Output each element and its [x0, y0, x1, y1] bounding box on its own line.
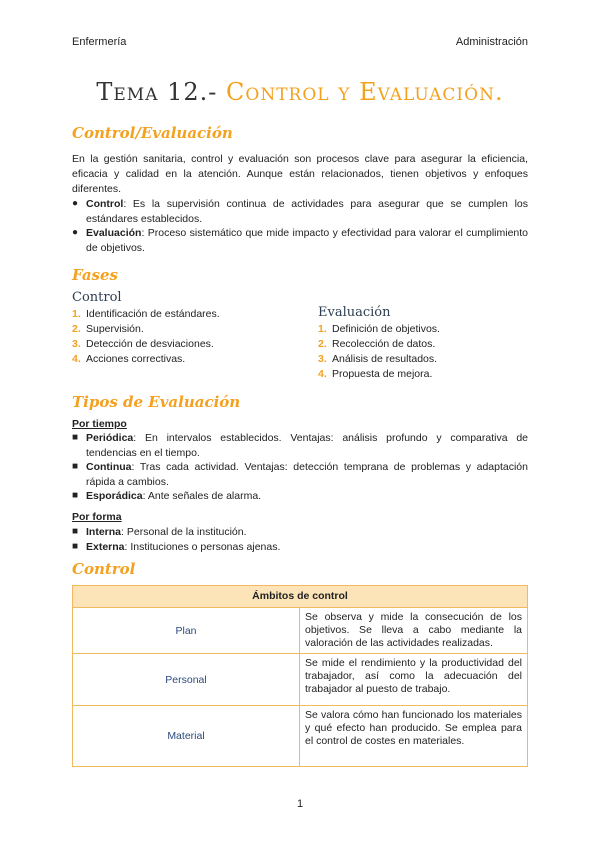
list-item: ■ Externa: Instituciones o personas ajenas. — [72, 540, 281, 553]
label-por-forma: Por forma — [72, 511, 122, 523]
row-desc: Se mide el rendimiento y la productividad del trabajador, así como la adecuación del trabajador al puesto de trabajo. — [305, 657, 522, 695]
table-header: Ámbitos de control — [73, 586, 527, 608]
por-forma-list — [72, 525, 528, 554]
list-item: 2. Supervisión. — [72, 323, 144, 335]
list-item: ■ Esporádica: Ante señales de alarma. — [72, 490, 262, 502]
list-item: ■ Periódica: En intervalos establecidos. Ventajas: análisis profundo y comparativa de tendencias en el tiempo. — [72, 432, 528, 459]
bullet-dot-icon: ● — [72, 198, 79, 209]
list-item: 4. Propuesta de mejora. — [318, 368, 433, 380]
label-por-tiempo: Por tiempo — [72, 418, 127, 430]
square-bullet-icon: ■ — [72, 461, 79, 472]
list-item: ■ Interna: Personal de la institución. — [72, 526, 247, 538]
evaluacion-phases-list — [318, 322, 440, 382]
heading-control-table: Control — [72, 560, 136, 578]
list-item: 1. Definición de objetivos. — [318, 323, 440, 335]
term: Evaluación — [86, 227, 142, 239]
square-bullet-icon: ■ — [72, 490, 79, 501]
header-left: Enfermería — [72, 36, 127, 48]
definition: : Es la supervisión continua de actividades para asegurar que se cumplen los estándares establecidos. — [86, 198, 528, 225]
list-item — [72, 226, 528, 255]
table-row — [73, 608, 527, 654]
por-tiempo-list — [72, 431, 528, 504]
list-item: 2. Recolección de datos. — [318, 338, 436, 350]
subheading-control: Control — [72, 290, 122, 305]
subheading-evaluacion: Evaluación — [318, 305, 391, 320]
bullet-dot-icon: ● — [72, 227, 79, 238]
row-name: Personal — [73, 654, 300, 705]
term: Control — [86, 198, 124, 210]
heading-tipos-evaluacion: Tipos de Evaluación — [72, 393, 241, 411]
control-phases-list — [72, 307, 220, 367]
square-bullet-icon: ■ — [72, 540, 79, 552]
heading-fases: Fases — [72, 266, 118, 284]
square-bullet-icon: ■ — [72, 526, 79, 537]
header-right: Administración — [455, 36, 528, 48]
square-bullet-icon: ■ — [72, 432, 79, 443]
row-name: Plan — [73, 608, 300, 653]
page-number: 1 — [296, 798, 304, 810]
title-part2: Control y Evaluación. — [226, 78, 504, 106]
row-desc: Se observa y mide la consecución de los objetivos. Se lleva a cabo mediante la valoración de las actividades realizadas. — [305, 611, 522, 649]
title-part1: Tema 12.- — [96, 78, 218, 106]
list-item: 4. Acciones correctivas. — [72, 353, 186, 365]
list-item: 3. Análisis de resultados. — [318, 353, 438, 365]
row-desc: Se valora cómo han funcionado los materiales y qué efecto han producido. Se emplea para el control de costes en materiales. — [305, 709, 522, 747]
definitions-list — [72, 197, 528, 255]
row-name: Material — [73, 706, 300, 766]
heading-control-evaluacion: Control/Evaluación — [72, 124, 233, 142]
definition: : Proceso sistemático que mide impacto y efectividad para valorar el cumplimiento de objetivos. — [86, 227, 528, 254]
table-row — [73, 654, 527, 706]
page-title — [0, 78, 600, 106]
intro-paragraph: En la gestión sanitaria, control y evaluación son procesos clave para asegurar la eficiencia, eficacia y calidad en la atención. Aunque están relacionados, tienen objetivos y enfoques diferentes. — [72, 153, 528, 195]
list-item: 1. Identificación de estándares. — [72, 308, 220, 320]
ambitos-table — [72, 585, 528, 767]
list-item — [72, 197, 528, 226]
table-row — [73, 706, 527, 766]
list-item: ■ Continua: Tras cada actividad. Ventajas: detección temprana de problemas y adaptación rápida a cambios. — [72, 461, 528, 488]
page-header — [72, 36, 528, 48]
list-item: 3. Detección de desviaciones. — [72, 338, 214, 350]
